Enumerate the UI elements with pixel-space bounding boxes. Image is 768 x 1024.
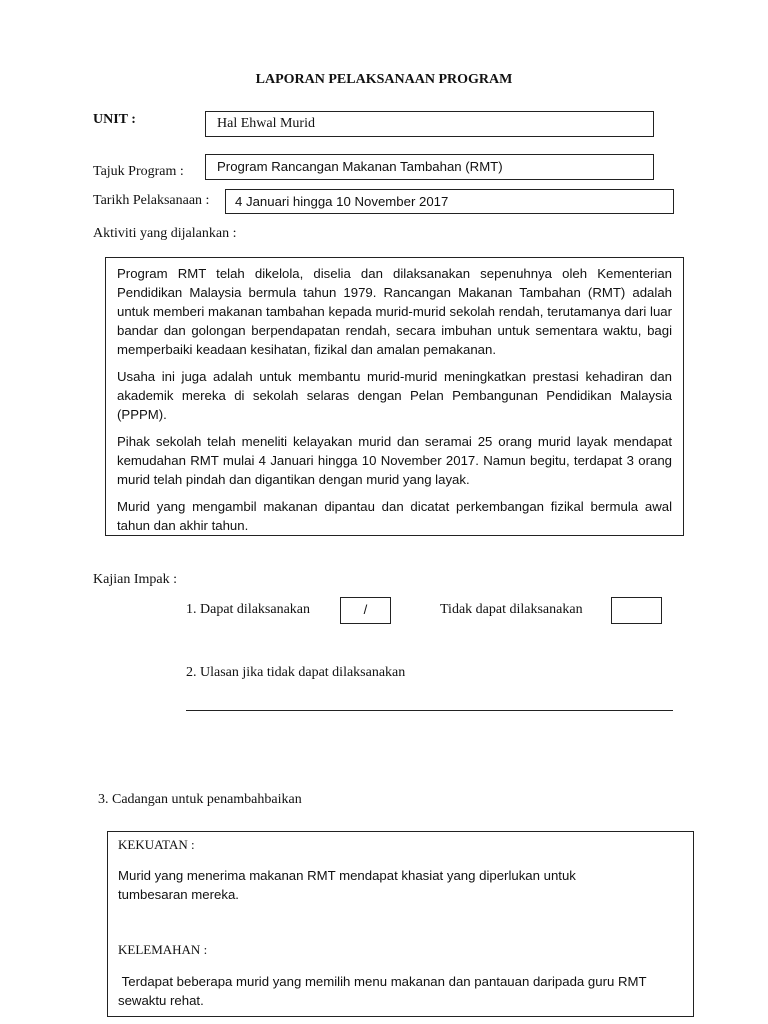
tajuk-value: Program Rancangan Makanan Tambahan (RMT) [217,159,503,174]
page-title: LAPORAN PELAKSANAAN PROGRAM [255,72,513,87]
dapat-label: 1. Dapat dilaksanakan [186,602,311,617]
aktiviti-box [105,257,684,536]
aktiviti-paragraph: Pihak sekolah telah meneliti kelayakan murid dan seramai 25 orang murid layak mendapat kemudahan RMT mulai 4 Januari hingga 10 November 2017. Namun begitu, terdapat 3 orang murid telah pindah dan digantikan dengan murid yang layak. [117,434,672,487]
aktiviti-paragraph: Murid yang mengambil makanan dipantau dan dicatat perkembangan fizikal bermula awal tahun dan akhir tahun. [117,499,672,533]
aktiviti-paragraph: Program RMT telah dikelola, diselia dan dilaksanakan sepenuhnya oleh Kementerian Pendidikan Malaysia bermula tahun 1979. Rancangan Makanan Tambahan (RMT) adalah untuk memberi makanan tambahan kepada murid-murid sekolah rendah, terutamanya dari luar bandar dan golongan berpendapatan rendah, secara imbuhan untuk sementara waktu, bagi memperbaiki keadaan kesihatan, fizikal dan amalan pemakanan. [117,266,672,357]
tajuk-field [205,154,654,180]
aktiviti-label: Aktiviti yang dijalankan : [93,226,237,241]
kelemahan-text: Terdapat beberapa murid yang memilih menu makanan dan pantauan daripada guru RMT sewaktu rehat. [118,974,650,1008]
cadangan-box [107,831,694,1017]
tidak-checkbox[interactable] [611,597,662,624]
tajuk-label: Tajuk Program : [93,164,184,179]
cadangan-label: 3. Cadangan untuk penambahbaikan [98,792,302,807]
unit-value: Hal Ehwal Murid [217,116,315,131]
aktiviti-paragraph: Usaha ini juga adalah untuk membantu murid-murid meningkatkan prestasi kehadiran dan akademik mereka di sekolah selaras dengan Pelan Pembangunan Pendidikan Malaysia (PPPM). [117,369,672,422]
tarikh-value: 4 Januari hingga 10 November 2017 [235,194,449,209]
kelemahan-label: KELEMAHAN : [118,942,208,957]
ulasan-line [186,710,673,711]
tidak-label: Tidak dapat dilaksanakan [440,602,583,617]
kajian-label: Kajian Impak : [93,572,177,587]
unit-field [205,111,654,137]
unit-label: UNIT : [93,112,136,127]
tarikh-field [225,189,674,214]
kekuatan-label: KEKUATAN : [118,837,195,852]
ulasan-label: 2. Ulasan jika tidak dapat dilaksanakan [186,665,406,680]
kekuatan-text: Murid yang menerima makanan RMT mendapat khasiat yang diperlukan untuk tumbesaran mereka. [118,868,576,902]
dapat-checkbox[interactable]: / [340,597,391,624]
tarikh-label: Tarikh Pelaksanaan : [93,193,210,208]
